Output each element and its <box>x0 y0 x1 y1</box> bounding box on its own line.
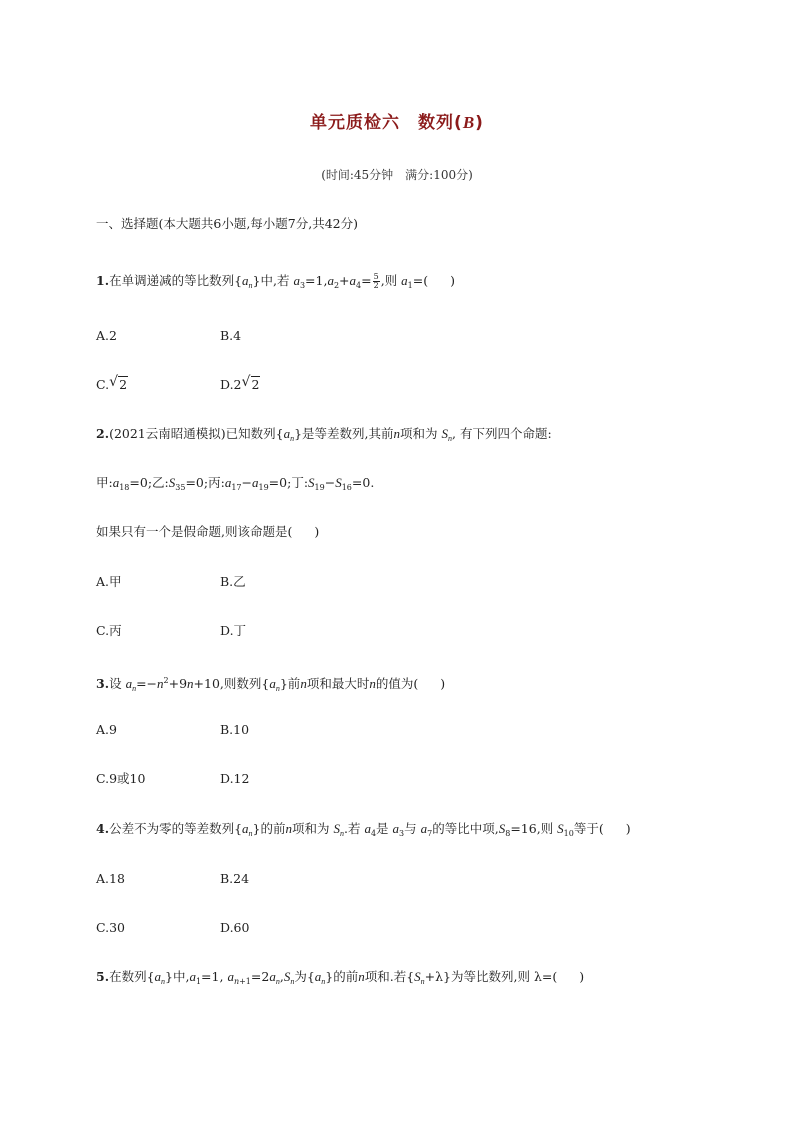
question-5: 5.在数列$\{a_n\}$中$,a_1=1$, $a_{n+1}=2a_n,S_n$为$\{a_n\}$的前n项和.若$\{S_n+\lambda\}$为等比数列,则 λ=( ) <box>96 969 585 986</box>
page-title: 单元质检六 数列(B) <box>310 113 484 133</box>
q4-option-b[interactable]: B.24 <box>220 871 250 886</box>
q2-option-d[interactable]: D.丁 <box>220 623 247 638</box>
q2-option-b[interactable]: B.乙 <box>220 574 246 589</box>
q4-option-a[interactable]: A.18 <box>96 871 125 886</box>
q2-propositions: 甲$:a_{18}=0$;乙$:S_{35}=0$;丙$:a_{17}-a_{19}=0$;丁$:S_{19}-S_{16}=0$. <box>96 475 375 492</box>
q3-option-c[interactable]: C.9或10 <box>96 771 146 786</box>
exam-time-info: (时间:45分钟 满分:100分) <box>321 168 473 182</box>
q3-option-b[interactable]: B.10 <box>220 722 250 737</box>
q1-option-a[interactable]: A.2 <box>96 328 117 343</box>
q2-option-a[interactable]: A.甲 <box>96 574 122 589</box>
q1-option-b[interactable]: B.4 <box>220 328 242 343</box>
q3-option-d[interactable]: D.12 <box>220 771 250 786</box>
question-3: 3.设 $a_n=-n^2+9n+10$,则数列$\{a_n\}$前n项和最大时n的值为( ) <box>96 676 446 693</box>
q1-option-d[interactable]: D.2 √ 2 <box>220 374 260 392</box>
q4-option-c[interactable]: C.30 <box>96 920 125 935</box>
question-4: 4.公差不为零的等差数列$\{a_n\}$的前n项和为 $S_n$.若 $a_4$是 $a_3$与 $a_7$的等比中项$,S_8=16$,则 $S_{10}$等于( ) <box>96 821 631 838</box>
q3-option-a[interactable]: A.9 <box>96 722 117 737</box>
question-1: 1.在单调递减的等比数列$\{a_n\}$中,若 $a_3=1,a_2+a_4=$ $\frac{5}{2}$ ,则 $a_1=$( ) <box>96 272 456 290</box>
section-heading: 一、选择题(本大题共6小题,每小题7分,共42分) <box>96 216 359 231</box>
q2-option-c[interactable]: C.丙 <box>96 623 122 638</box>
q4-option-d[interactable]: D.60 <box>220 920 250 935</box>
question-2: 2.(2021云南昭通模拟)已知数列$\{a_n\}$是等差数列,其前n项和为 $S_n$, 有下列四个命题: <box>96 426 552 443</box>
q2-ask: 如果只有一个是假命题,则该命题是( ) <box>96 524 320 539</box>
q1-option-c[interactable]: C. √ 2 <box>96 374 128 392</box>
